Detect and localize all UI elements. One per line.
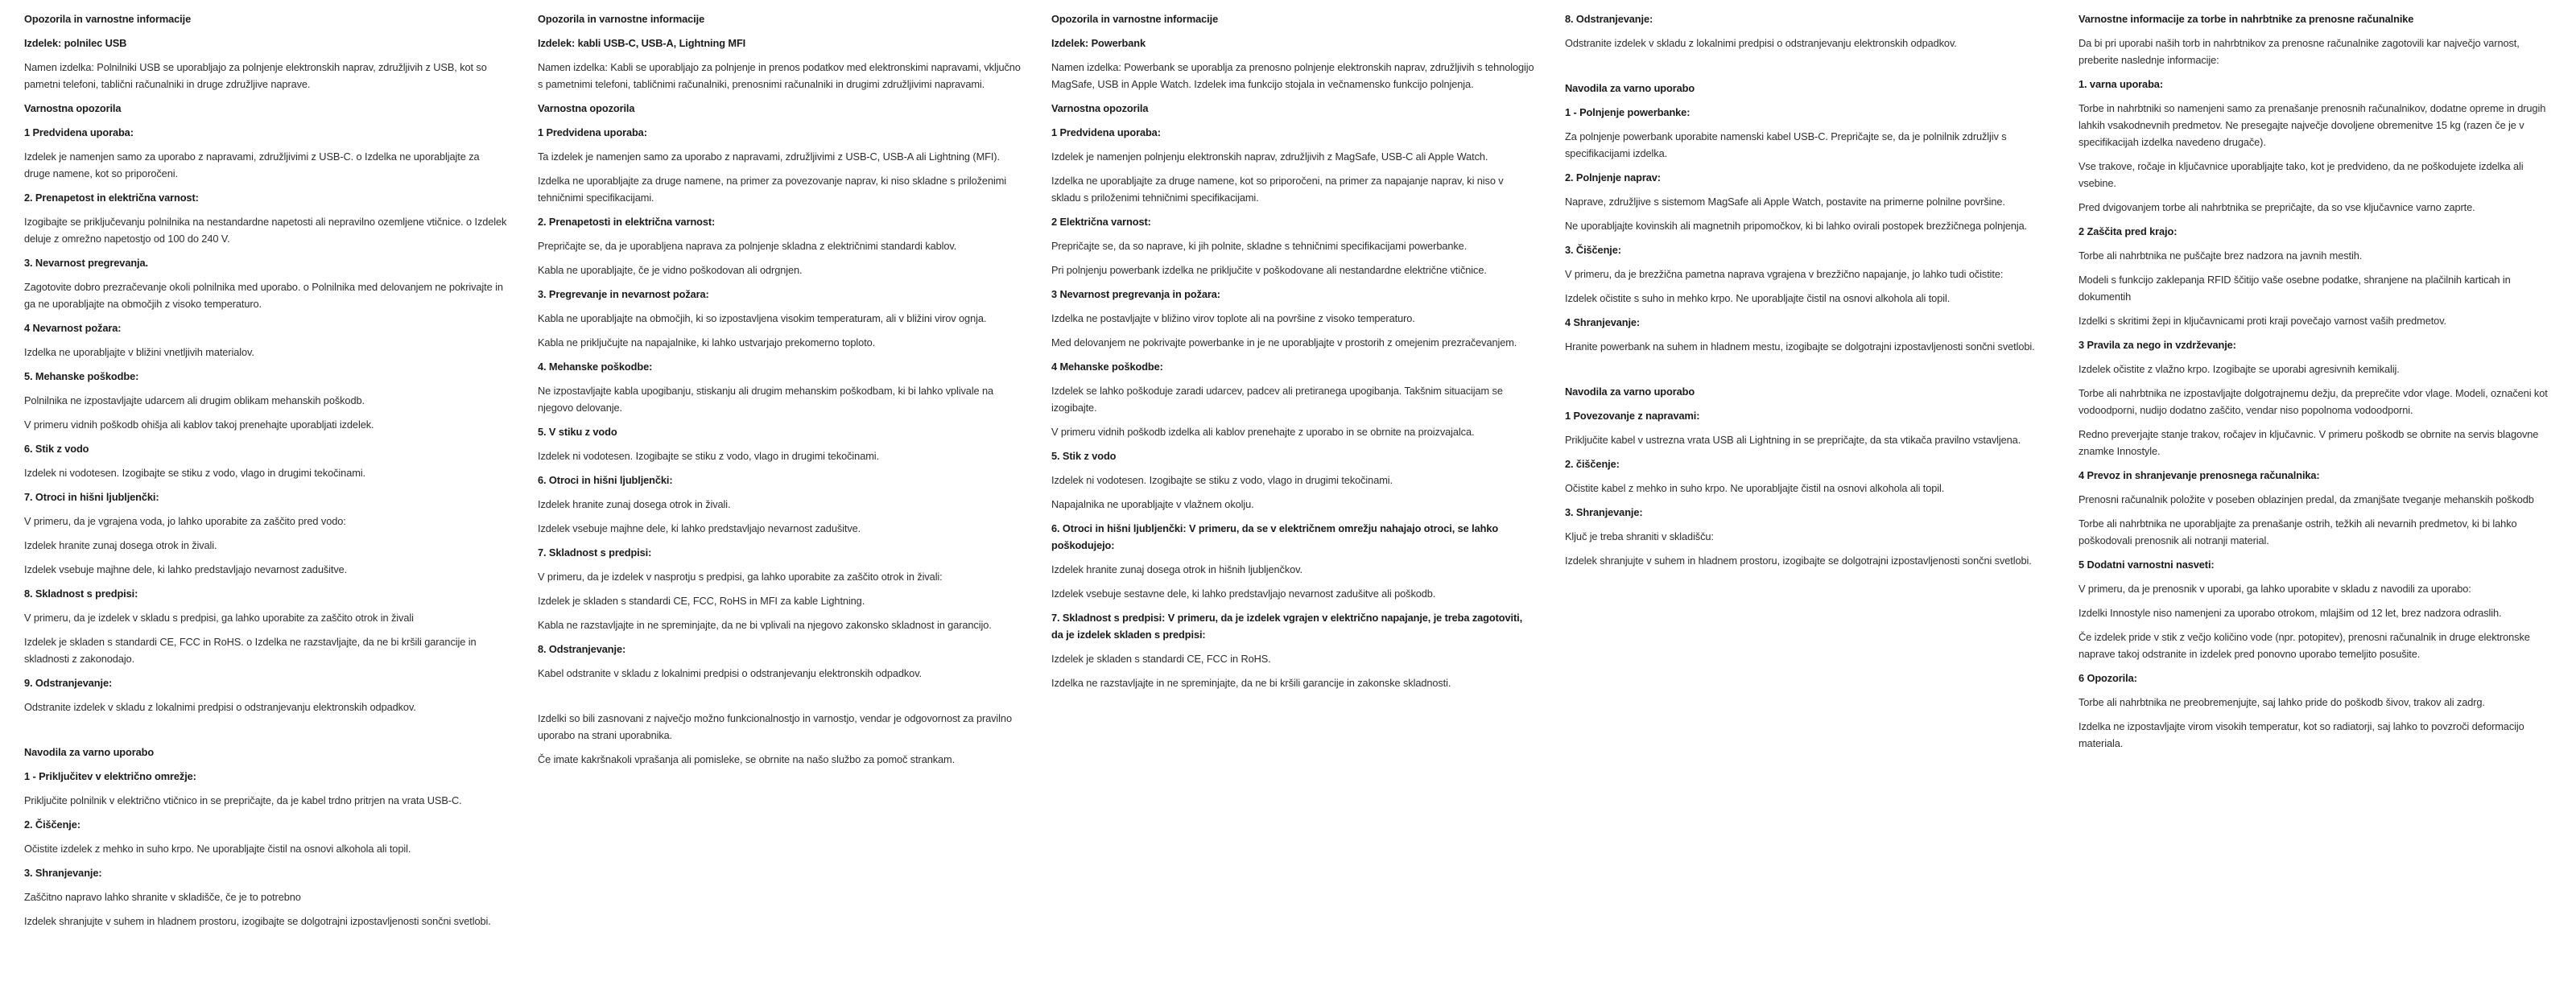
section-heading: Izdelek: kabli USB-C, USB-A, Lightning MFI (538, 37, 746, 49)
paragraph: Izdelki Innostyle niso namenjeni za uporabo otrokom, mlajšim od 12 let, brez nadzora odraslih. (2079, 607, 2502, 619)
paragraph: Pred dvigovanjem torbe ali nahrbtnika se prepričajte, da so vse ključavnice varno zaprte. (2079, 201, 2475, 213)
column-laptop-bags-safety (2079, 10, 2562, 759)
paragraph: Prenosni računalnik položite v poseben oblazinjen predal, da zmanjšate tveganje mehanskih poškodb (2079, 493, 2534, 505)
paragraph: Priključite kabel v ustrezna vrata USB ali Lightning in se prepričajte, da sta vtikača pravilno vstavljena. (1565, 434, 2021, 446)
section-heading: Izdelek: Powerbank (1051, 37, 1146, 49)
paragraph: Izdelek je skladen s standardi CE, FCC in RoHS. (1051, 653, 1271, 665)
paragraph: Da bi pri uporabi naših torb in nahrbtnikov za prenosne računalnike zagotovili kar največjo varnost, preberite naslednje informacije: (2079, 37, 2520, 66)
paragraph: Izdelek očistite z vlažno krpo. Izogibajte se uporabi agresivnih kemikalij. (2079, 363, 2400, 375)
paragraph: Kabla ne uporabljajte na območjih, ki so izpostavljena visokim temperaturam, ali v bližini virov ognja. (538, 312, 987, 324)
paragraph: Izdelka ne uporabljajte v bližini vnetljivih materialov. (24, 346, 254, 358)
paragraph: Torbe ali nahrbtnika ne izpostavljajte dolgotrajnemu dežju, da preprečite vdor vlage. Modeli, označeni kot vodoodporni, nudijo dodatno zaščito, vendar niso popolnoma vodoodporni. (2079, 387, 2548, 416)
paragraph: Izdelek ni vodotesen. Izogibajte se stiku z vodo, vlago in drugimi tekočinami. (538, 450, 879, 462)
paragraph: V primeru, da je izdelek v skladu s predpisi, ga lahko uporabite za zaščito otrok in živali (24, 612, 414, 624)
section-heading: 3 Nevarnost pregrevanja in požara: (1051, 288, 1220, 300)
section-heading: Navodila za varno uporabo (1565, 385, 1695, 398)
paragraph: Naprave, združljive s sistemom MagSafe ali Apple Watch, postavite na primerne polnilne površine. (1565, 196, 2005, 208)
section-heading: 2. Polnjenje naprav: (1565, 171, 1661, 183)
section-heading: 1 - Priključitev v električno omrežje: (24, 770, 196, 782)
section-heading: 6. Otroci in hišni ljubljenčki: V primeru, da se v električnem omrežju nahajajo otroci, se lahko poškodujejo: (1051, 522, 1499, 551)
paragraph: Izdelek hranite zunaj dosega otrok in hišnih ljubljenčkov. (1051, 563, 1302, 575)
section-heading: 2. čiščenje: (1565, 458, 1620, 470)
section-heading: 5 Dodatni varnostni nasveti: (2079, 559, 2215, 571)
section-heading: 3. Čiščenje: (1565, 244, 1621, 256)
section-heading: 3. Pregrevanje in nevarnost požara: (538, 288, 709, 300)
paragraph: Pri polnjenju powerbank izdelka ne priključite v poškodovane ali nestandardne električne vtičnice. (1051, 264, 1487, 276)
paragraph: Torbe ali nahrbtnika ne puščajte brez nadzora na javnih mestih. (2079, 249, 2363, 262)
section-heading: 1 Predvidena uporaba: (24, 126, 134, 138)
paragraph: Prepričajte se, da je uporabljena naprava za polnjenje skladna z električnimi standardi kablov. (538, 240, 957, 252)
column-usb-charger-warnings (24, 10, 507, 937)
paragraph: Zaščitno napravo lahko shranite v skladišče, če je to potrebno (24, 891, 301, 903)
paragraph: Kabel odstranite v skladu z lokalnimi predpisi o odstranjevanju elektronskih odpadkov. (538, 667, 923, 679)
section-heading: 3. Shranjevanje: (24, 867, 102, 879)
paragraph: Kabla ne razstavljajte in ne spreminjajte, da ne bi vplivali na njegovo zakonsko skladnost in garancijo. (538, 619, 992, 631)
paragraph: Izdelek vsebuje majhne dele, ki lahko predstavljajo nevarnost zadušitve. (24, 563, 348, 575)
paragraph: Kabla ne priključujte na napajalnike, ki lahko ustvarjajo prekomerno toploto. (538, 336, 876, 348)
section-heading: 2. Prenapetosti in električna varnost: (538, 216, 716, 228)
section-heading: 7. Skladnost s predpisi: (538, 546, 652, 559)
paragraph: Očistite izdelek z mehko in suho krpo. Ne uporabljajte čistil na osnovi alkohola ali topil. (24, 843, 411, 855)
paragraph: Hranite powerbank na suhem in hladnem mestu, izogibajte se dolgotrajni izpostavljenosti sončni svetlobi. (1565, 340, 2035, 353)
paragraph: V primeru, da je vgrajena voda, jo lahko uporabite za zaščito pred vodo: (24, 515, 346, 527)
paragraph: Namen izdelka: Powerbank se uporablja za prenosno polnjenje elektronskih naprav, združljivih s tehnologijo MagSafe, USB in Apple Watch. Izdelek ima funkcijo stojala in večnamensko funkcijo polnjenja. (1051, 61, 1534, 90)
section-heading: 6. Otroci in hišni ljubljenčki: (538, 474, 673, 486)
section-heading: 1 Predvidena uporaba: (538, 126, 647, 138)
paragraph: V primeru, da je izdelek v nasprotju s predpisi, ga lahko uporabite za zaščito otrok in živali: (538, 571, 943, 583)
paragraph: Izdelek shranjujte v suhem in hladnem prostoru, izogibajte se dolgotrajni izpostavljenosti sončni svetlobi. (1565, 555, 2032, 567)
paragraph: Zagotovite dobro prezračevanje okoli polnilnika med uporabo. o Polnilnika med delovanjem ne pokrivajte in ga ne uporabljajte na območjih z visoko temperaturo. (24, 281, 503, 310)
section-heading: 3. Nevarnost pregrevanja. (24, 257, 148, 269)
section-heading: Navodila za varno uporabo (24, 746, 155, 758)
paragraph: Izdelka ne postavljajte v bližino virov toplote ali na površine z visoko temperaturo. (1051, 312, 1415, 324)
spacer (24, 723, 507, 736)
paragraph: Ključ je treba shraniti v skladišču: (1565, 530, 1714, 542)
paragraph: Ne izpostavljajte kabla upogibanju, stiskanju ali drugim mehanskim poškodbam, ki bi lahko vplivale na njegovo delovanje. (538, 385, 994, 414)
paragraph: Izdelek je skladen s standardi CE, FCC in RoHS. o Izdelka ne razstavljajte, da ne bi kršili garancije in skladnosti z zakonodajo. (24, 636, 477, 665)
spacer (538, 689, 1021, 703)
section-heading: 4. Mehanske poškodbe: (538, 361, 653, 373)
section-heading: Opozorila in varnostne informacije (538, 13, 705, 25)
paragraph: Torbe in nahrbtniki so namenjeni samo za prenašanje prenosnih računalnikov, dodatne opreme in drugih lahkih vsakodnevnih predmetov. Ne presegajte največje dovoljene obremenitve 15 kg (razen če je v specifikacijah izdelka navedeno drugače). (2079, 102, 2546, 148)
column-powerbank-warnings (1051, 10, 1534, 699)
spacer (1565, 362, 2048, 376)
section-heading: Opozorila in varnostne informacije (1051, 13, 1219, 25)
section-heading: 3 Pravila za nego in vzdrževanje: (2079, 339, 2236, 351)
paragraph: Torbe ali nahrbtnika ne preobremenjujte, saj lahko pride do poškodb šivov, trakov ali zadrg. (2079, 696, 2485, 708)
paragraph: Torbe ali nahrbtnika ne uporabljajte za prenašanje ostrih, težkih ali nevarnih predmetov, ki bi lahko poškodovali prenosnik ali notranji material. (2079, 517, 2517, 546)
paragraph: Med delovanjem ne pokrivajte powerbanke in je ne uporabljajte v prostorih z omejenim prezračevanjem. (1051, 336, 1517, 348)
paragraph: Ta izdelek je namenjen samo za uporabo z napravami, združljivimi z USB-C, USB-A ali Lightning (MFI). (538, 150, 1000, 163)
paragraph: Izdelek je skladen s standardi CE, FCC, RoHS in MFI za kable Lightning. (538, 595, 865, 607)
section-heading: 7. Otroci in hišni ljubljenčki: (24, 491, 159, 503)
section-heading: 6. Stik z vodo (24, 443, 89, 455)
section-heading: 4 Shranjevanje: (1565, 316, 1641, 328)
section-heading: 9. Odstranjevanje: (24, 677, 113, 689)
paragraph: Če imate kakršnakoli vprašanja ali pomisleke, se obrnite na našo službo za pomoč strankam. (538, 753, 956, 765)
paragraph: Za polnjenje powerbank uporabite namenski kabel USB-C. Prepričajte se, da je polnilnik združljiv s specifikacijami izdelka. (1565, 130, 2007, 159)
paragraph: Vse trakove, ročaje in ključavnice uporabljajte tako, kot je predvideno, da ne poškodujete izdelka ali vsebine. (2079, 160, 2524, 189)
section-heading: Navodila za varno uporabo (1565, 82, 1695, 94)
section-heading: Opozorila in varnostne informacije (24, 13, 192, 25)
section-heading: Varnostna opozorila (24, 102, 122, 114)
paragraph: Izdelka ne razstavljajte in ne spreminjajte, da ne bi kršili garancije in zakonske skladnosti. (1051, 677, 1451, 689)
section-heading: 7. Skladnost s predpisi: V primeru, da je izdelek vgrajen v električno napajanje, je treba zagotoviti, da je izdelek skladen s predpisi: (1051, 612, 1523, 641)
section-heading: 8. Skladnost s predpisi: (24, 588, 138, 600)
section-heading: Varnostna opozorila (538, 102, 635, 114)
paragraph: Izdelek vsebuje majhne dele, ki lahko predstavljajo nevarnost zadušitve. (538, 522, 861, 534)
paragraph: Očistite kabel z mehko in suho krpo. Ne uporabljajte čistil na osnovi alkohola ali topil. (1565, 482, 1945, 494)
paragraph: Namen izdelka: Kabli se uporabljajo za polnjenje in prenos podatkov med elektronskimi napravami, vključno s pametnimi telefoni, tabličnimi računalniki, prenosnimi računalniki in drugimi združljivimi napravami. (538, 61, 1021, 90)
paragraph: Izdelki s skritimi žepi in ključavnicami proti kraji povečajo varnost vaših predmetov. (2079, 315, 2446, 327)
paragraph: Namen izdelka: Polnilniki USB se uporabljajo za polnjenje elektronskih naprav, združljivih z USB, kot so pametni telefoni, tablični računalniki in druge združljive naprave. (24, 61, 487, 90)
section-heading: 6 Opozorila: (2079, 672, 2137, 684)
spacer (1565, 59, 2048, 72)
paragraph: Odstranite izdelek v skladu z lokalnimi predpisi o odstranjevanju elektronskih odpadkov. (1565, 37, 1957, 49)
section-heading: 3. Shranjevanje: (1565, 506, 1643, 518)
section-heading: 5. Mehanske poškodbe: (24, 370, 139, 382)
paragraph: Izdelek ni vodotesen. Izogibajte se stiku z vodo, vlago in drugimi tekočinami. (24, 467, 365, 479)
paragraph: V primeru, da je prenosnik v uporabi, ga lahko uporabite v skladu z navodili za uporabo: (2079, 583, 2471, 595)
paragraph: Napajalnika ne uporabljajte v vlažnem okolju. (1051, 498, 1254, 510)
paragraph: Modeli s funkcijo zaklepanja RFID ščitijo vaše osebne podatke, shranjene na plačilnih karticah in dokumentih (2079, 274, 2511, 303)
section-heading: Varnostna opozorila (1051, 102, 1149, 114)
section-heading: Izdelek: polnilec USB (24, 37, 127, 49)
paragraph: Izdelka ne uporabljajte za druge namene, kot so priporočeni, na primer za napajanje naprav, ki niso v skladu s priloženimi tehničnimi specifikacijami. (1051, 175, 1504, 204)
paragraph: V primeru vidnih poškodb izdelka ali kablov prenehajte z uporabo in se obrnite na proizvajalca. (1051, 426, 1475, 438)
section-heading: 1 Predvidena uporaba: (1051, 126, 1161, 138)
paragraph: Ne uporabljajte kovinskih ali magnetnih pripomočkov, ki bi lahko ovirali postopek brezžičnega polnjenja. (1565, 220, 2028, 232)
paragraph: Izdelek se lahko poškoduje zaradi udarcev, padcev ali pretiranega upogibanja. Takšnim situacijam se izogibajte. (1051, 385, 1503, 414)
section-heading: 4 Mehanske poškodbe: (1051, 361, 1163, 373)
section-heading: 2 Električna varnost: (1051, 216, 1151, 228)
paragraph: Izdelek je namenjen samo za uporabo z napravami, združljivimi z USB-C. o Izdelka ne uporabljajte za druge namene, kot so priporočeni. (24, 150, 480, 179)
section-heading: Varnostne informacije za torbe in nahrbtnike za prenosne računalnike (2079, 13, 2414, 25)
paragraph: Izdelek ni vodotesen. Izogibajte se stiku z vodo, vlago in drugimi tekočinami. (1051, 474, 1393, 486)
column-powerbank-usage-instructions (1565, 10, 2048, 576)
section-heading: 2. Čiščenje: (24, 818, 80, 831)
paragraph: Izogibajte se priključevanju polnilnika na nestandardne napetosti ali nepravilno ozemljene vtičnice. o Izdelek deluje z omrežno napetostjo od 100 do 240 V. (24, 216, 507, 245)
paragraph: Če izdelek pride v stik z večjo količino vode (npr. potopitev), prenosni računalnik in druge elektronske naprave takoj odstranite in izdelek pred ponovno uporabo temeljito posušite. (2079, 631, 2530, 660)
paragraph: V primeru, da je brezžična pametna naprava vgrajena v brezžično napajanje, jo lahko tudi očistite: (1565, 268, 2004, 280)
section-heading: 2 Zaščita pred krajo: (2079, 225, 2178, 237)
section-heading: 4 Prevoz in shranjevanje prenosnega računalnika: (2079, 469, 2320, 481)
section-heading: 2. Prenapetost in električna varnost: (24, 192, 199, 204)
section-heading: 8. Odstranjevanje: (1565, 13, 1653, 25)
paragraph: Odstranite izdelek v skladu z lokalnimi predpisi o odstranjevanju elektronskih odpadkov. (24, 701, 416, 713)
paragraph: Izdelek očistite s suho in mehko krpo. Ne uporabljajte čistil na osnovi alkohola ali topil. (1565, 292, 1951, 304)
paragraph: Izdelek hranite zunaj dosega otrok in živali. (24, 539, 217, 551)
paragraph: Izdelek vsebuje sestavne dele, ki lahko predstavljajo nevarnost zadušitve ali poškodb. (1051, 588, 1436, 600)
paragraph: Izdelek shranjujte v suhem in hladnem prostoru, izogibajte se dolgotrajni izpostavljenosti sončni svetlobi. (24, 915, 491, 927)
paragraph: Izdelka ne izpostavljajte virom visokih temperatur, kot so radiatorji, saj lahko to povzroči deformacijo materiala. (2079, 720, 2524, 749)
section-heading: 4 Nevarnost požara: (24, 322, 122, 334)
paragraph: Prepričajte se, da so naprave, ki jih polnite, skladne s tehničnimi specifikacijami powerbanke. (1051, 240, 1468, 252)
section-heading: 1. varna uporaba: (2079, 78, 2163, 90)
section-heading: 5. V stiku z vodo (538, 426, 617, 438)
column-cables-warnings (538, 10, 1021, 775)
section-heading: 8. Odstranjevanje: (538, 643, 626, 655)
paragraph: Izdelka ne uporabljajte za druge namene, na primer za povezovanje naprav, ki niso skladne s priloženimi tehničnimi specifikacijami. (538, 175, 1007, 204)
paragraph: Izdelki so bili zasnovani z največjo možno funkcionalnostjo in varnostjo, vendar je odgovornost za pravilno uporabo na strani uporabnika. (538, 712, 1012, 741)
paragraph: Izdelek je namenjen polnjenju elektronskih naprav, združljivih z MagSafe, USB-C ali Apple Watch. (1051, 150, 1488, 163)
section-heading: 1 - Polnjenje powerbanke: (1565, 106, 1690, 118)
paragraph: Izdelek hranite zunaj dosega otrok in živali. (538, 498, 731, 510)
paragraph: Kabla ne uporabljajte, če je vidno poškodovan ali odrgnjen. (538, 264, 803, 276)
paragraph: V primeru vidnih poškodb ohišja ali kablov takoj prenehajte uporabljati izdelek. (24, 418, 374, 431)
paragraph: Polnilnika ne izpostavljajte udarcem ali drugim oblikam mehanskih poškodb. (24, 394, 365, 406)
section-heading: 5. Stik z vodo (1051, 450, 1117, 462)
section-heading: 1 Povezovanje z napravami: (1565, 410, 1700, 422)
paragraph: Redno preverjajte stanje trakov, ročajev in ključavnic. V primeru poškodb se obrnite na servis blagovne znamke Innostyle. (2079, 428, 2539, 457)
paragraph: Priključite polnilnik v električno vtičnico in se prepričajte, da je kabel trdno pritrjen na vrata USB-C. (24, 794, 462, 806)
